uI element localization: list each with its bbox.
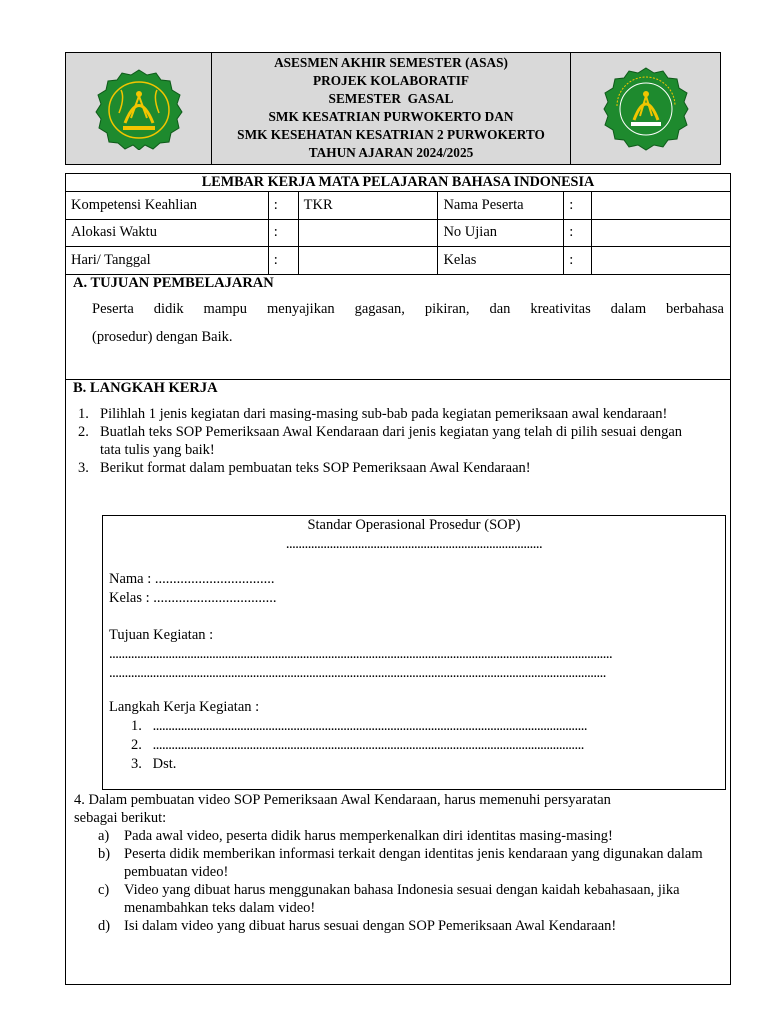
info-value[interactable] xyxy=(592,247,731,275)
document-header xyxy=(65,52,721,165)
requirement-text: Peserta didik memberikan informasi terkait dengan identitas jenis kendaraan yang digunakan dalam pembuatan video! xyxy=(124,846,703,880)
info-separator: : xyxy=(268,247,298,275)
sop-tujuan-label: Tujuan Kegiatan : xyxy=(109,627,214,643)
step-text: Berikut format dalam pembuatan teks SOP Pemeriksaan Awal Kendaraan! xyxy=(100,460,531,476)
header-line: PROJEK KOLABORATIF xyxy=(312,73,469,88)
requirement-label: c) xyxy=(98,882,110,898)
worksheet-box xyxy=(65,173,731,985)
header-line: SMK KESATRIAN PURWOKERTO DAN xyxy=(268,109,514,124)
smk-kesatrian-logo-icon xyxy=(95,68,183,150)
table-row xyxy=(66,247,731,275)
sop-item-text: ........................................................................................................................................... xyxy=(152,718,587,734)
list-item xyxy=(76,423,706,459)
list-item xyxy=(74,827,724,845)
info-table xyxy=(65,191,731,275)
sop-item-number: 1. xyxy=(131,718,142,734)
info-label: Alokasi Waktu xyxy=(66,219,269,247)
sop-nama-field: Nama : ................................. xyxy=(109,571,275,587)
header-line: SEMESTER GASAL xyxy=(328,91,454,106)
sop-langkah-label: Langkah Kerja Kegiatan : xyxy=(109,699,260,715)
info-value[interactable]: TKR xyxy=(298,192,438,220)
requirement-label: d) xyxy=(98,918,111,934)
header-line: SMK KESEHATAN KESATRIAN 2 PURWOKERTO xyxy=(237,127,545,142)
step-text: Pilihlah 1 jenis kegiatan dari masing-masing sub-bab pada kegiatan pemeriksaan awal kendaraan! xyxy=(100,406,668,422)
list-item xyxy=(76,459,706,477)
requirements-intro: 4. Dalam pembuatan video SOP Pemeriksaan Awal Kendaraan, harus memenuhi persyaratan xyxy=(74,792,611,808)
info-label: Kompetensi Keahlian xyxy=(66,192,269,220)
info-separator: : xyxy=(564,247,592,275)
worksheet-title: LEMBAR KERJA MATA PELAJARAN BAHASA INDONESIA xyxy=(201,174,595,190)
sop-tujuan-dots: ............................................................................................................................................................... xyxy=(109,665,606,681)
info-label: Nama Peserta xyxy=(438,192,564,220)
list-item xyxy=(76,405,706,423)
sop-langkah-item xyxy=(131,736,711,755)
header-line: TAHUN AJARAN 2024/2025 xyxy=(308,145,474,160)
smk-kesehatan-logo-icon xyxy=(603,66,689,152)
sop-kelas-field: Kelas : .................................. xyxy=(109,590,277,606)
info-label: Hari/ Tanggal xyxy=(66,247,269,275)
sop-item-number: 2. xyxy=(131,737,142,753)
table-row xyxy=(66,192,731,220)
sop-template-box xyxy=(102,515,726,790)
info-value[interactable] xyxy=(592,192,731,220)
sop-langkah-item xyxy=(131,755,176,774)
sop-langkah-item xyxy=(131,717,715,736)
steps-list xyxy=(76,405,706,477)
info-label: No Ujian xyxy=(438,219,564,247)
sop-item-text: Dst. xyxy=(152,756,177,772)
info-separator: : xyxy=(268,192,298,220)
info-value[interactable] xyxy=(298,219,438,247)
requirement-text: Isi dalam video yang dibuat harus sesuai dengan SOP Pemeriksaan Awal Kendaraan! xyxy=(124,918,617,934)
list-item xyxy=(74,845,724,881)
paragraph-line: (prosedur) dengan Baik. xyxy=(92,329,233,345)
info-value[interactable] xyxy=(298,247,438,275)
header-title xyxy=(212,53,570,164)
info-separator: : xyxy=(268,219,298,247)
requirement-text: Pada awal video, peserta didik harus memperkenalkan diri identitas masing-masing! xyxy=(124,828,613,844)
school-logo-left-cell xyxy=(66,53,212,164)
list-item xyxy=(74,917,724,935)
requirements-intro: sebagai berikut: xyxy=(74,810,167,826)
requirement-label: a) xyxy=(98,828,110,844)
sop-item-text: .......................................................................................................................................... xyxy=(152,737,584,753)
list-item xyxy=(74,881,724,917)
step-number: 2. xyxy=(78,424,89,440)
step-number: 3. xyxy=(78,460,89,476)
school-logo-right-cell xyxy=(570,53,720,164)
info-value[interactable] xyxy=(592,219,731,247)
sop-tujuan-dots: ................................................................................................................................................................. xyxy=(109,646,613,662)
step-text: Buatlah teks SOP Pemeriksaan Awal Kendaraan dari jenis kegiatan yang telah di pilih sesuai dengan tata tulis yang baik! xyxy=(100,424,683,458)
info-label: Kelas xyxy=(438,247,564,275)
requirement-text: Video yang dibuat harus menggunakan bahasa Indonesia sesuai dengan kaidah kebahasaan, jika menambahkan teks dalam video! xyxy=(124,882,680,916)
section-b-heading: B. LANGKAH KERJA xyxy=(73,380,218,396)
requirement-label: b) xyxy=(98,846,111,862)
header-line: ASESMEN AKHIR SEMESTER (ASAS) xyxy=(274,55,508,70)
paragraph-line: Peserta didik mampu menyajikan gagasan, pikiran, dan kreativitas dalam berbahasa xyxy=(92,301,724,317)
sop-item-number: 3. xyxy=(131,756,142,772)
sop-title: Standar Operasional Prosedur (SOP) xyxy=(307,517,521,533)
table-row xyxy=(66,219,731,247)
step-number: 1. xyxy=(78,406,89,422)
sop-title-dots: .................................................................................. xyxy=(285,536,543,552)
info-separator: : xyxy=(564,219,592,247)
requirements-block xyxy=(74,791,724,935)
info-separator: : xyxy=(564,192,592,220)
section-a-paragraph xyxy=(92,295,724,351)
section-a-heading: A. TUJUAN PEMBELAJARAN xyxy=(73,275,274,291)
